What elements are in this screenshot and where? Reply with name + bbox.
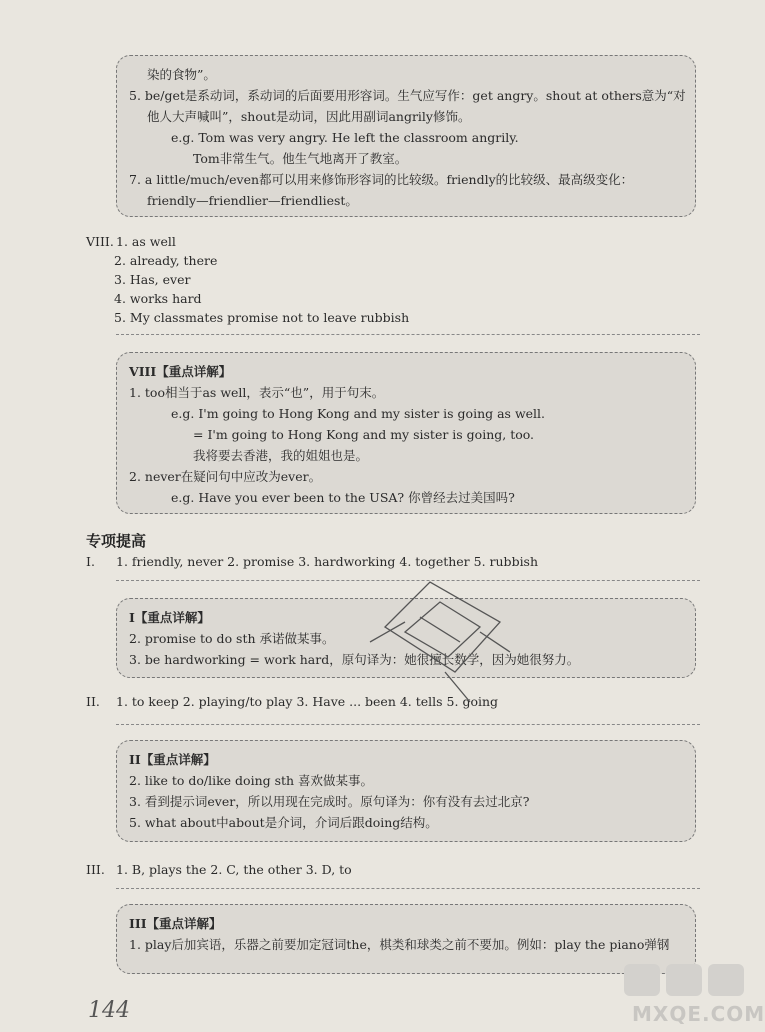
answer-line: 1. friendly, never 2. promise 3. hardworking 4. together 5. rubbish — [116, 554, 539, 569]
note-line: e.g. I'm going to Hong Kong and my sister is going as well. — [171, 406, 546, 421]
answer-line: 2. already, there — [114, 253, 218, 268]
watermark-icon — [618, 960, 748, 1000]
section-viii-answers — [86, 232, 409, 327]
section-heading: 专项提高 — [86, 532, 147, 550]
note-line: = I'm going to Hong Kong and my sister is going, too. — [193, 427, 535, 442]
note-line: 7. a little/much/even都可以用来修饰形容词的比较级。friendly的比较级、最高级变化： — [129, 172, 634, 187]
answer-line: 1. to keep 2. playing/to play 3. Have ... been 4. tells 5. going — [116, 694, 499, 709]
notes-title: II【重点详解】 — [129, 752, 216, 767]
note-line: 2. promise to do sth 承诺做某事。 — [129, 631, 335, 646]
section-label: III. — [86, 862, 105, 877]
note-line: 2. like to do/like doing sth 喜欢做某事。 — [129, 773, 374, 788]
ink-stamp — [360, 572, 520, 712]
notes-box-iii — [116, 904, 696, 974]
divider — [116, 334, 700, 335]
notes-box-viii — [116, 352, 696, 514]
answer-line: 1. as well — [116, 234, 176, 249]
note-line: friendly—friendlier—friendliest。 — [147, 193, 358, 208]
watermark-text: MXQE.COM — [632, 1002, 765, 1026]
answer-line: 4. works hard — [114, 291, 202, 306]
section-label: I. — [86, 554, 95, 569]
note-line: 染的食物”。 — [147, 67, 216, 82]
note-line: 我将要去香港，我的姐姐也是。 — [193, 448, 369, 463]
note-line: 1. too相当于as well，表示“也”，用于句末。 — [129, 385, 385, 400]
note-line: e.g. Tom was very angry. He left the classroom angrily. — [171, 130, 519, 145]
notes-title: III【重点详解】 — [129, 916, 222, 931]
answer-line: 5. My classmates promise not to leave rubbish — [114, 310, 410, 325]
note-line: 5. what about中about是介词，介词后跟doing结构。 — [129, 815, 438, 830]
note-line: Tom非常生气。他生气地离开了教室。 — [193, 151, 408, 166]
note-line: 1. play后加宾语，乐器之前要加定冠词the，棋类和球类之前不要加。例如：play the piano弹钢 — [129, 937, 670, 952]
notes-box-ii — [116, 740, 696, 842]
note-line: 3. be hardworking = work hard，原句译为：她很擅长数学，因为她很努力。 — [129, 652, 580, 667]
answer-line: 1. B, plays the 2. C, the other 3. D, to — [116, 862, 352, 877]
section-label: VIII. — [86, 234, 114, 249]
divider — [116, 888, 700, 889]
section-i-answers — [86, 552, 538, 571]
section-label: II. — [86, 694, 100, 709]
section-iii-answers — [86, 860, 352, 879]
note-line: e.g. Have you ever been to the USA? 你曾经去过美国吗? — [171, 490, 515, 505]
notes-box-continued — [116, 55, 696, 217]
answer-line: 3. Has, ever — [114, 272, 191, 287]
notes-title: I【重点详解】 — [129, 610, 210, 625]
note-line: 2. never在疑问句中应改为ever。 — [129, 469, 322, 484]
note-line: 3. 看到提示词ever，所以用现在完成时。原句译为：你有没有去过北京? — [129, 794, 530, 809]
divider — [116, 724, 700, 725]
notes-title: VIII【重点详解】 — [129, 364, 232, 379]
note-line: 5. be/get是系动词，系动词的后面要用形容词。生气应写作：get angry。shout at others意为“对 — [129, 88, 686, 103]
page-number: 144 — [88, 998, 130, 1023]
watermark-logo — [618, 960, 765, 1030]
note-line: 他人大声喊叫”，shout是动词，因此用副词angrily修饰。 — [147, 109, 471, 124]
